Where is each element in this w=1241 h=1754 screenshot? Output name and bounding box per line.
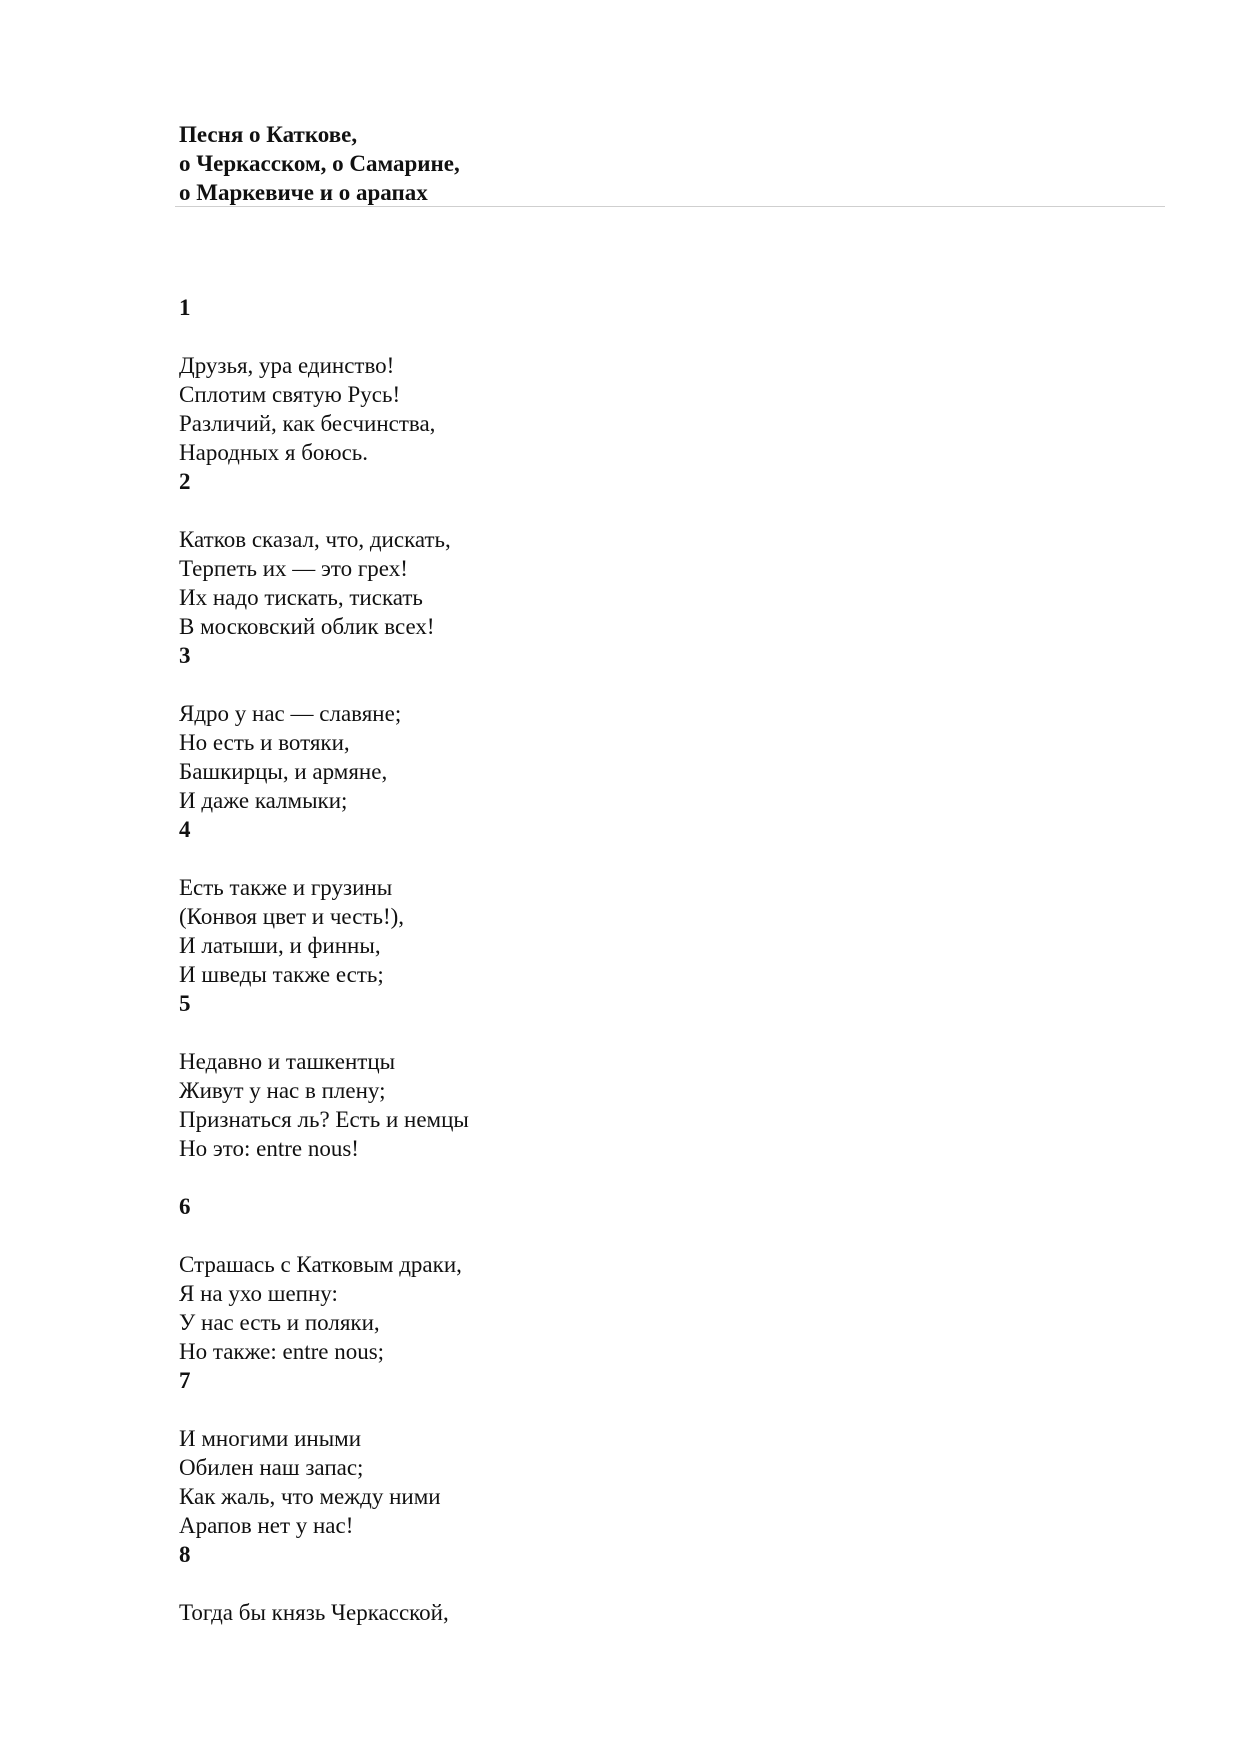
stanza-text bbox=[179, 1424, 779, 1540]
stanza-number: 6 bbox=[179, 1194, 191, 1219]
verse-line: Ядро у нас — славяне; bbox=[179, 701, 402, 726]
verse-line: Недавно и ташкентцы bbox=[179, 1049, 396, 1074]
page-title bbox=[179, 120, 1079, 207]
stanza-text bbox=[179, 1047, 779, 1163]
title-line: о Маркевиче и о арапах bbox=[179, 180, 428, 205]
verse-line: Я на ухо шепну: bbox=[179, 1281, 338, 1306]
verse-line: Как жаль, что между ними bbox=[179, 1484, 441, 1509]
stanza-number: 4 bbox=[179, 817, 191, 842]
verse-line: Башкирцы, и армяне, bbox=[179, 759, 388, 784]
verse-line: Различий, как бесчинства, bbox=[179, 411, 436, 436]
stanza-text bbox=[179, 525, 779, 641]
title-divider bbox=[175, 206, 1165, 207]
stanza-text bbox=[179, 1250, 779, 1366]
verse-line: Есть также и грузины bbox=[179, 875, 393, 900]
verse-line: И шведы также есть; bbox=[179, 962, 384, 987]
verse-line: Катков сказал, что, дискать, bbox=[179, 527, 451, 552]
verse-line: (Конвоя цвет и честь!), bbox=[179, 904, 405, 929]
verse-line: Тогда бы князь Черкасской, bbox=[179, 1600, 449, 1625]
title-line: Песня о Каткове, bbox=[179, 122, 358, 147]
stanza-number: 5 bbox=[179, 991, 191, 1016]
stanza-number: 3 bbox=[179, 643, 191, 668]
verse-line: Друзья, ура единство! bbox=[179, 353, 395, 378]
verse-line: И латыши, и финны, bbox=[179, 933, 381, 958]
stanza-text bbox=[179, 1598, 779, 1627]
verse-line: Страшась с Катковым драки, bbox=[179, 1252, 462, 1277]
verse-line: Но также: entre nous; bbox=[179, 1339, 385, 1364]
verse-line: И даже калмыки; bbox=[179, 788, 348, 813]
verse-line: В московский облик всех! bbox=[179, 614, 435, 639]
title-line: о Черкасском, о Самарине, bbox=[179, 151, 460, 176]
verse-line: Народных я боюсь. bbox=[179, 440, 369, 465]
verse-line: Признаться ль? Есть и немцы bbox=[179, 1107, 469, 1132]
verse-line: Но есть и вотяки, bbox=[179, 730, 350, 755]
verse-line: У нас есть и поляки, bbox=[179, 1310, 380, 1335]
stanza-text bbox=[179, 351, 779, 467]
verse-line: Терпеть их — это грех! bbox=[179, 556, 408, 581]
verse-line: Но это: entre nous! bbox=[179, 1136, 359, 1161]
stanza-text bbox=[179, 873, 779, 989]
verse-line: Живут у нас в плену; bbox=[179, 1078, 386, 1103]
stanza-number: 7 bbox=[179, 1368, 191, 1393]
stanza-number: 2 bbox=[179, 469, 191, 494]
stanza-number: 1 bbox=[179, 295, 191, 320]
verse-line: Их надо тискать, тискать bbox=[179, 585, 423, 610]
verse-line: Обилен наш запас; bbox=[179, 1455, 364, 1480]
verse-line: Арапов нет у нас! bbox=[179, 1513, 354, 1538]
stanza-text bbox=[179, 699, 779, 815]
verse-line: И многими иными bbox=[179, 1426, 362, 1451]
stanza-number: 8 bbox=[179, 1542, 191, 1567]
verse-line: Сплотим святую Русь! bbox=[179, 382, 401, 407]
